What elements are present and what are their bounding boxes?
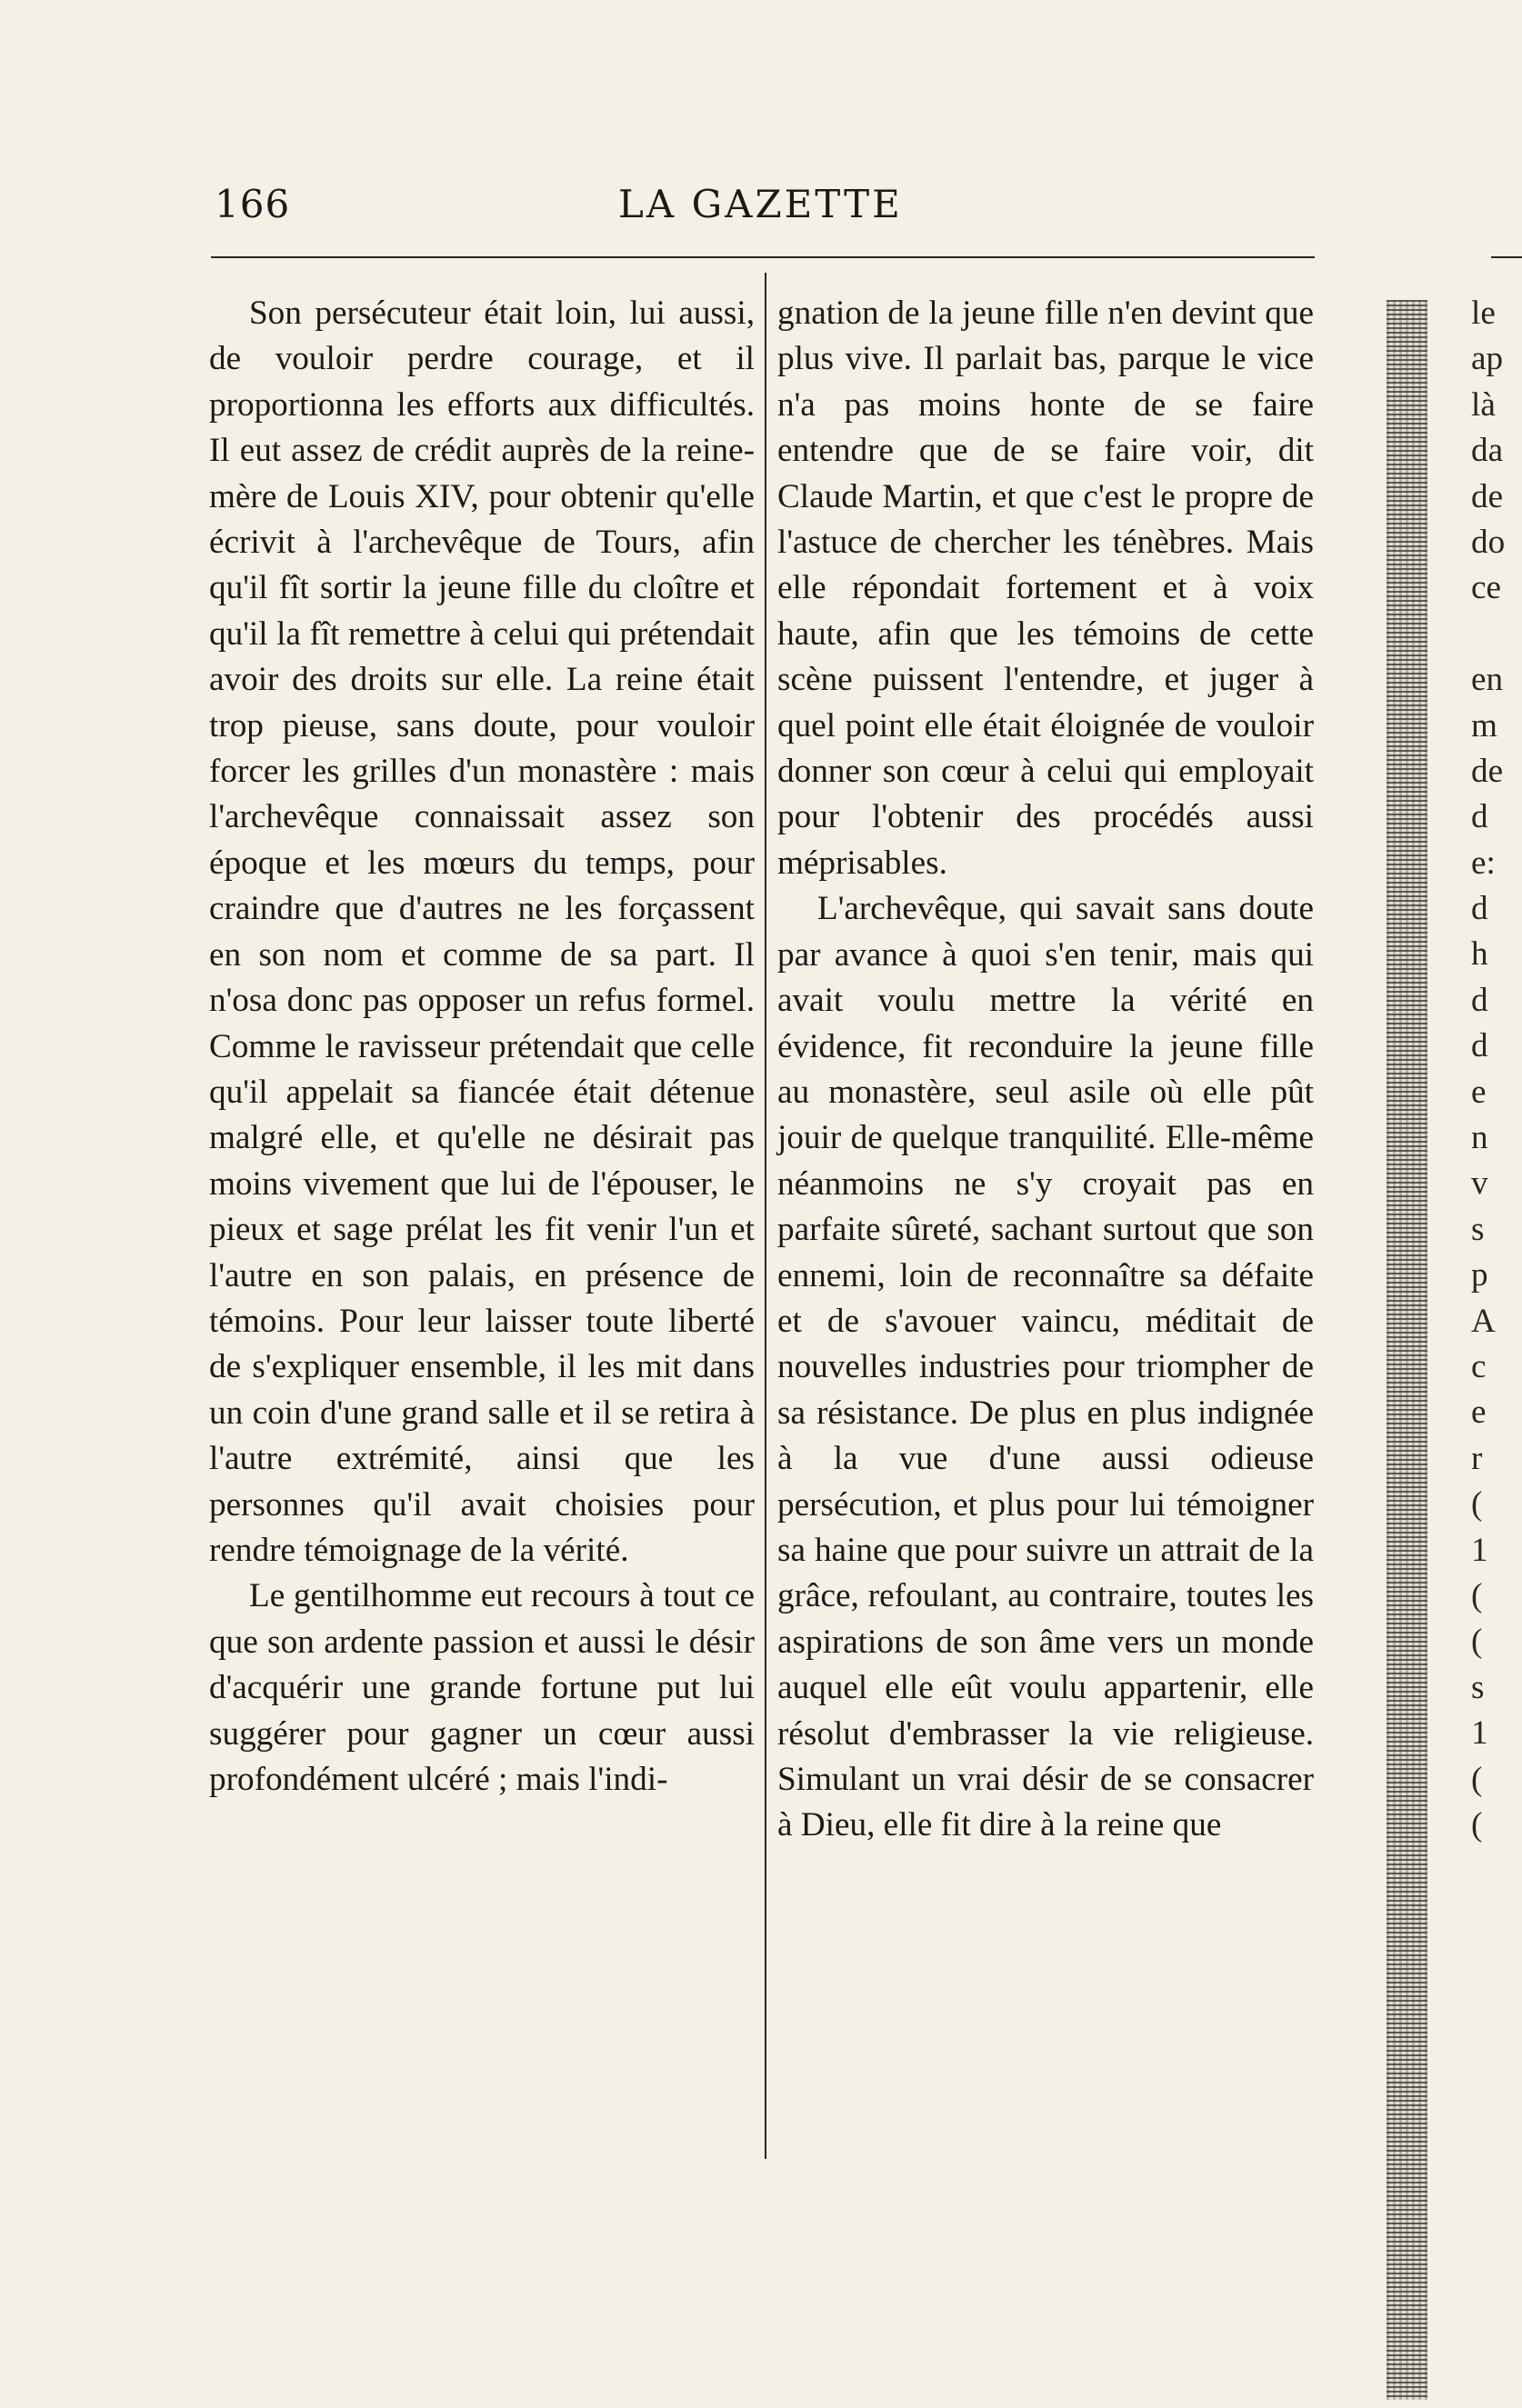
adjacent-page-line: d [1471,890,1488,928]
adjacent-page-line [1471,612,1522,657]
adjacent-page-line: c [1471,1347,1487,1385]
left-column [209,291,755,1803]
adjacent-page-line: e [1471,1394,1487,1432]
adjacent-page-line: ce [1471,569,1502,607]
adjacent-page-line: v [1471,1164,1488,1203]
adjacent-page-line: ap [1471,340,1504,378]
adjacent-page-line: d [1471,981,1488,1019]
paragraph: Son persécuteur était loin, lui aussi, de vouloir perdre courage, et il proportionna les efforts aux difficultés. Il eut assez de crédit auprès de la reine-mère de Louis XIV, pour obtenir qu'elle écrivit à l'archevêque de Tours, afin qu'il fît sortir la jeune fille du cloître et qu'il la fît remettre à celui qui prétendait avoir des droits sur elle. La reine était trop pieuse, sans doute, pour vouloir forcer les grilles d'un monastère : mais l'archevêque connaissait assez son époque et les mœurs du temps, pour craindre que d'autres ne les forçassent en son nom et comme de sa part. Il n'osa donc pas opposer un refus formel. Comme le ravisseur prétendait que celle qu'il appelait sa fiancée était détenue malgré elle, et qu'elle ne désirait pas moins vivement que lui de l'épouser, le pieux et sage prélat les fit venir l'un et l'autre en son palais, en présence de témoins. Pour leur laisser toute liberté de s'expliquer ensemble, il les mit dans un coin d'une grand salle et il se retira à l'autre extrémité, ainsi que les personnes qu'il avait choisies pour rendre témoignage de la vérité. [209,295,755,1569]
paragraph: Le gentilhomme eut recours à tout ce que son ardente passion et aussi le désir d'acquérir une grande fortune put lui suggérer pour gagner un cœur aussi profondément ulcéré ; mais l'indi- [209,1577,755,1798]
adjacent-page-line: r [1471,1439,1483,1477]
adjacent-page-line: de [1471,752,1504,790]
adjacent-page-line: le [1471,295,1496,332]
adjacent-page-line: ( [1471,1760,1483,1798]
adjacent-page-line: e: [1471,844,1496,882]
header-rule [211,256,1315,258]
adjacent-page-line: 1 [1471,1714,1488,1753]
adjacent-page-line: s [1471,1668,1485,1706]
right-column [777,291,1314,1849]
paragraph: L'archevêque, qui savait sans doute par avance à quoi s'en tenir, mais qui avait voulu mettre la vérité en évidence, fit reconduire la jeune fille au monastère, seul asile où elle pût jouir de quelque tranquilité. Elle-même néanmoins ne s'y croyait pas en parfaite sûreté, sachant surtout que son ennemi, loin de reconnaître sa défaite et de s'avouer vaincu, méditait de nouvelles industries pour triompher de sa résistance. De plus en plus indignée à la vue d'une aussi odieuse persécution, et plus pour lui témoigner sa haine que pour suivre un attrait de la grâce, refoulant, au contraire, toutes les aspirations de son âme vers un monde auquel elle eût voulu appartenir, elle résolut d'embrasser la vie religieuse. Simulant un vrai désir de se consacrer à Dieu, elle fit dire à la reine que [777,890,1314,1844]
adjacent-page-line: A [1471,1302,1496,1340]
adjacent-page-line: ( [1471,1805,1483,1843]
adjacent-page-fragment [1471,291,1522,1848]
adjacent-page-line: m [1471,706,1497,744]
adjacent-page-line: do [1471,523,1506,561]
adjacent-page-line: en [1471,661,1504,699]
paragraph: gnation de la jeune fille n'en devint que plus vive. Il parlait bas, parque le vice n'a pas moins honte de se faire entendre que de se faire voir, dit Claude Martin, et que c'est le propre de l'astuce de chercher les ténèbres. Mais elle répondait fortement et à voix haute, afin que les témoins de cette scène puissent l'entendre, et juger à quel point elle était éloignée de vouloir donner son cœur à celui qui employait pour l'obtenir des procédés aussi méprisables. [777,295,1314,882]
adjacent-page-line: d [1471,1027,1488,1065]
adjacent-page-line: h [1471,935,1488,974]
book-binding-edge [1387,300,1427,2400]
adjacent-page-line: s [1471,1210,1485,1248]
page-header [0,182,1522,236]
adjacent-page-line: ( [1471,1576,1483,1614]
adjacent-page-line: de [1471,477,1504,515]
adjacent-page-line: d [1471,798,1488,836]
column-divider [765,273,766,2159]
adjacent-page-line: da [1471,432,1504,470]
adjacent-page-line: là [1471,385,1496,424]
adjacent-page-line: e [1471,1073,1487,1111]
running-title: LA GAZETTE [618,182,903,226]
page-number: 166 [215,182,291,226]
adjacent-page-line: ( [1471,1623,1483,1661]
adjacent-page-line: n [1471,1119,1488,1157]
adjacent-page-line: ( [1471,1485,1483,1524]
adjacent-page-line: p [1471,1256,1488,1294]
adjacent-page-line: 1 [1471,1531,1488,1569]
adjacent-page-rule [1491,256,1522,258]
